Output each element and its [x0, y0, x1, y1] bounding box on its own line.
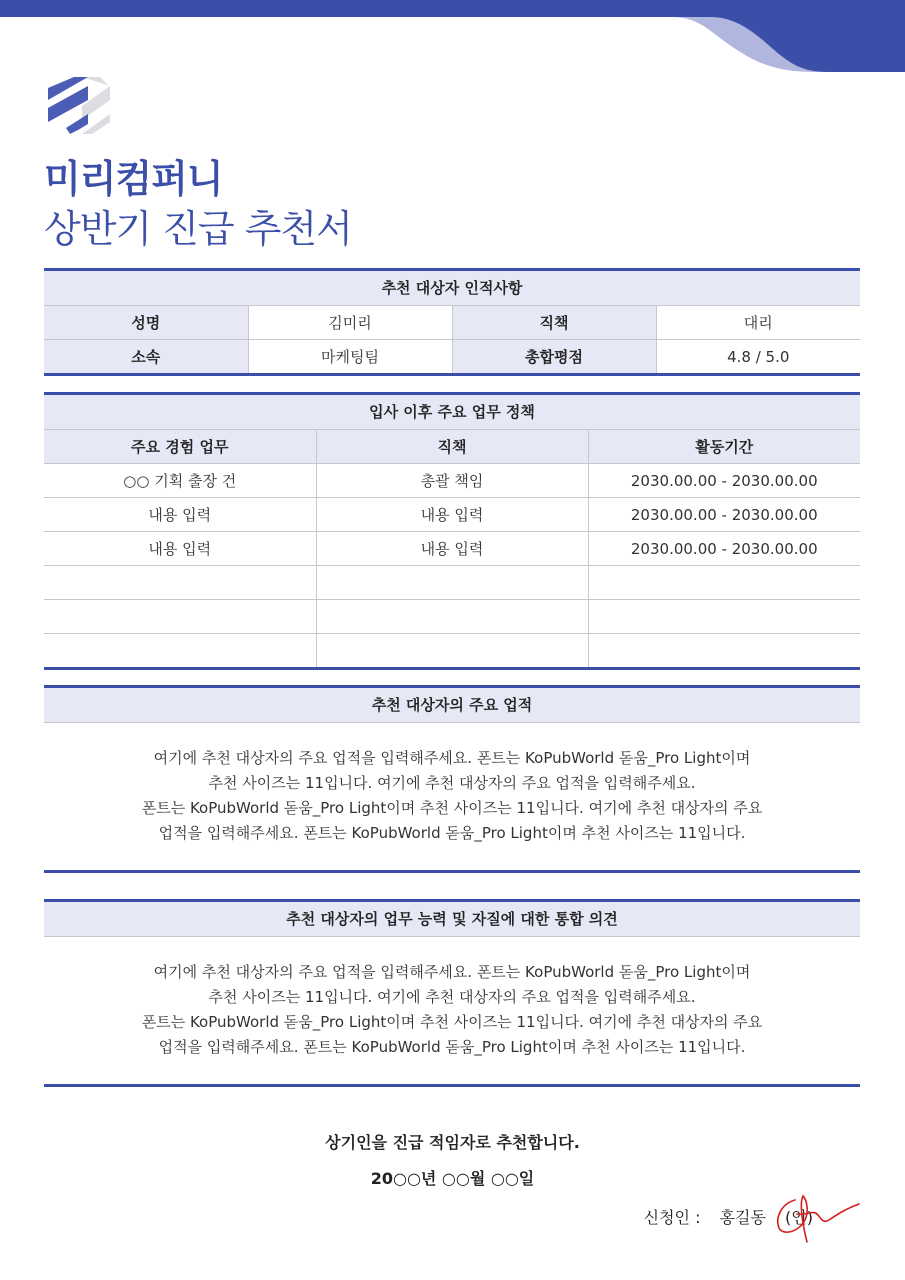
- table-row: [44, 340, 860, 374]
- opinion-title: 추천 대상자의 업무 능력 및 자질에 대한 통합 의견: [44, 902, 860, 937]
- document-date[interactable]: 20○○년 ○○월 ○○일: [370, 1169, 535, 1188]
- document-title: 상반기 진급 추천서: [44, 207, 352, 251]
- table-cell[interactable]: [44, 600, 316, 634]
- table-cell[interactable]: [44, 566, 316, 600]
- text-line: 여기에 추천 대상자의 주요 업적을 입력해주세요. 폰트는 KoPubWorld 돋움_Pro Light이며: [153, 963, 751, 981]
- total-score-value[interactable]: 4.8 / 5.0: [656, 340, 860, 374]
- table-row: [44, 634, 860, 668]
- opinion-section: [44, 899, 860, 1087]
- applicant-label: 신청인 :: [643, 1208, 701, 1227]
- text-line: 폰트는 KoPubWorld 돋움_Pro Light이며 추천 사이즈는 11입니다. 여기에 추천 대상자의 주요: [141, 1013, 763, 1031]
- table-cell[interactable]: [316, 600, 588, 634]
- table-cell[interactable]: 2030.00.00 - 2030.00.00: [588, 498, 860, 532]
- text-line: 추천 사이즈는 11입니다. 여기에 추천 대상자의 주요 업적을 입력해주세요.: [208, 988, 696, 1006]
- table-row: [44, 464, 860, 498]
- work-history-title: 입사 이후 주요 업무 정책: [44, 395, 860, 430]
- section-bottom-rule: [44, 373, 860, 376]
- position-label: 직책: [452, 306, 656, 340]
- table-cell[interactable]: [588, 566, 860, 600]
- column-header: 직책: [316, 430, 588, 464]
- total-score-label: 총합평점: [452, 340, 656, 374]
- applicant-name[interactable]: 홍길동: [719, 1208, 766, 1227]
- table-cell[interactable]: 2030.00.00 - 2030.00.00: [588, 464, 860, 498]
- column-header: 주요 경험 업무: [44, 430, 316, 464]
- table-cell[interactable]: 내용 입력: [316, 532, 588, 566]
- company-logo-icon: [44, 72, 114, 138]
- table-row: [44, 600, 860, 634]
- text-line: 추천 사이즈는 11입니다. 여기에 추천 대상자의 주요 업적을 입력해주세요.: [208, 774, 696, 792]
- department-value[interactable]: 마케팅팀: [248, 340, 452, 374]
- achievements-title: 추천 대상자의 주요 업적: [44, 688, 860, 723]
- header-wave-banner: [0, 0, 905, 72]
- table-cell[interactable]: [44, 634, 316, 668]
- section-bottom-rule: [44, 870, 860, 873]
- table-cell[interactable]: [588, 600, 860, 634]
- table-cell[interactable]: 내용 입력: [316, 498, 588, 532]
- table-row: [44, 566, 860, 600]
- opinion-text[interactable]: [44, 937, 860, 1084]
- candidate-info-title: 추천 대상자 인적사항: [44, 271, 860, 306]
- candidate-info-section: [44, 268, 860, 376]
- table-cell[interactable]: 2030.00.00 - 2030.00.00: [588, 532, 860, 566]
- table-cell[interactable]: [316, 634, 588, 668]
- table-row: [44, 498, 860, 532]
- company-name: 미리컴퍼니: [44, 157, 223, 201]
- name-value[interactable]: 김미리: [248, 306, 452, 340]
- text-line: 업적을 입력해주세요. 폰트는 KoPubWorld 돋움_Pro Light이며 추천 사이즈는 11입니다.: [158, 1038, 746, 1056]
- work-history-section: [44, 392, 860, 670]
- text-line: 폰트는 KoPubWorld 돋움_Pro Light이며 추천 사이즈는 11입니다. 여기에 추천 대상자의 주요: [141, 799, 763, 817]
- achievements-text[interactable]: [44, 723, 860, 870]
- text-line: 여기에 추천 대상자의 주요 업적을 입력해주세요. 폰트는 KoPubWorld 돋움_Pro Light이며: [153, 749, 751, 767]
- candidate-info-table: [44, 306, 860, 373]
- table-header-row: [44, 430, 860, 464]
- name-label: 성명: [44, 306, 248, 340]
- department-label: 소속: [44, 340, 248, 374]
- achievements-section: [44, 685, 860, 873]
- table-cell[interactable]: 내용 입력: [44, 532, 316, 566]
- signature-icon: [773, 1190, 865, 1248]
- table-cell[interactable]: 총괄 책임: [316, 464, 588, 498]
- table-cell[interactable]: [588, 634, 860, 668]
- position-value[interactable]: 대리: [656, 306, 860, 340]
- table-cell[interactable]: ○○ 기획 출장 건: [44, 464, 316, 498]
- column-header: 활동기간: [588, 430, 860, 464]
- recommendation-statement: 상기인을 진급 적임자로 추천합니다.: [325, 1133, 580, 1152]
- work-history-table: [44, 430, 860, 667]
- table-row: [44, 532, 860, 566]
- section-bottom-rule: [44, 1084, 860, 1087]
- seal-mark: (인): [785, 1208, 813, 1227]
- text-line: 업적을 입력해주세요. 폰트는 KoPubWorld 돋움_Pro Light이며 추천 사이즈는 11입니다.: [158, 824, 746, 842]
- table-cell[interactable]: 내용 입력: [44, 498, 316, 532]
- table-cell[interactable]: [316, 566, 588, 600]
- section-bottom-rule: [44, 667, 860, 670]
- table-row: [44, 306, 860, 340]
